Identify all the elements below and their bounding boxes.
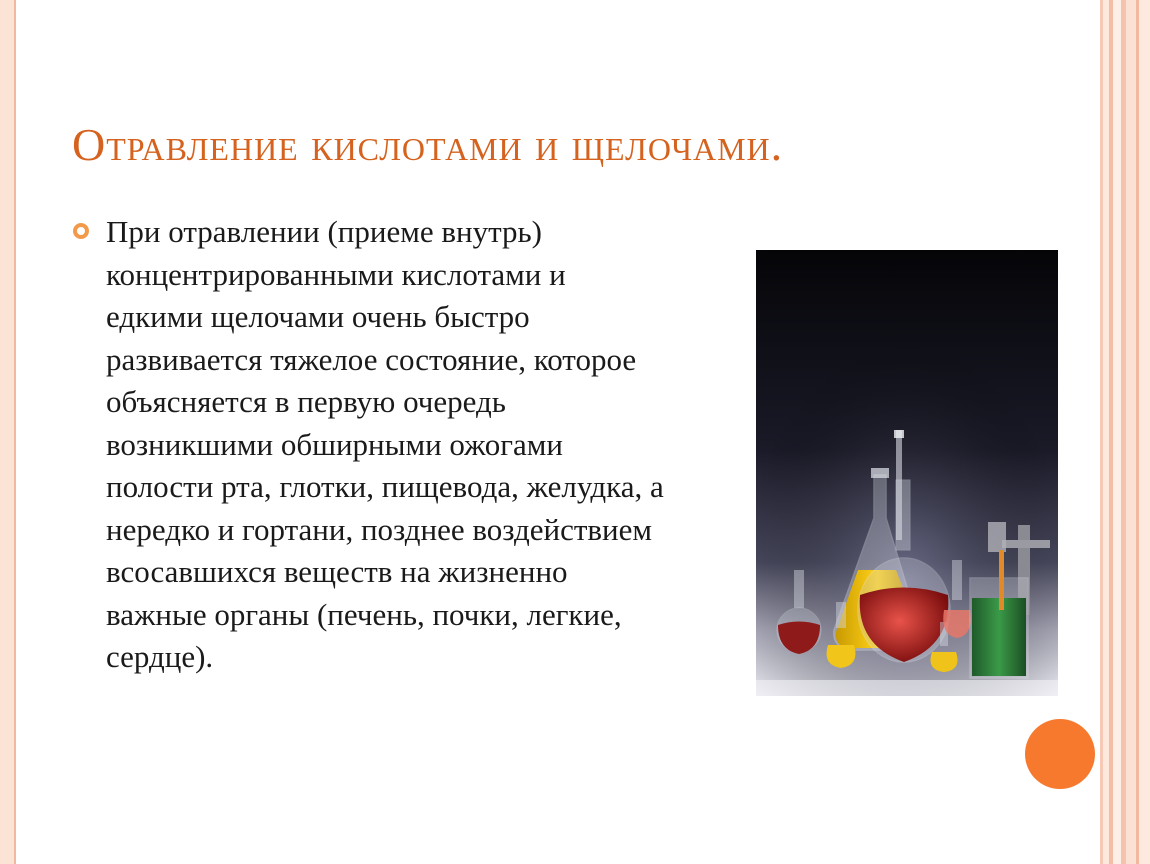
laboratory-glassware-image <box>756 250 1058 696</box>
right-border-stripe <box>1126 0 1136 864</box>
slide-title: Отравление кислотами и щелочами. <box>72 119 784 170</box>
right-border-stripe <box>1113 0 1121 864</box>
ring-bullet-icon <box>72 222 90 240</box>
left-border-stripe <box>0 0 14 864</box>
decorative-orange-circle <box>1025 719 1095 789</box>
left-border-line <box>14 0 16 864</box>
right-border-stripe <box>1139 0 1150 864</box>
bullet-text: При отравлении (приеме внутрь) концентрированными кислотами и едкими щелочами очень быстро развивается тяжелое состояние, которое объясняется в первую очередь возникшими обширными ожогами полости рта, глотки, пищевода, желудка, а нередко и гортани, позднее воздействием всосавшихся веществ на жизненно важные органы (печень, почки, легкие, сердце). <box>106 214 664 674</box>
